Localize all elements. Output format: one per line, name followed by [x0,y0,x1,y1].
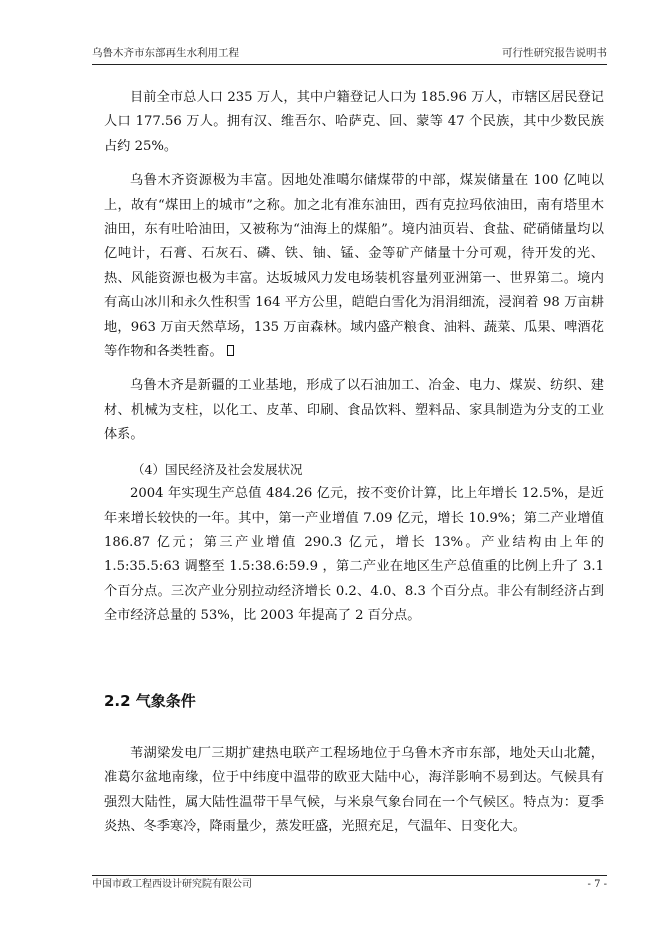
economy-subheading: （4）国民经济及社会发展状况 [132,461,303,477]
page-footer [92,877,607,893]
population-paragraph: 目前全市总人口 235 万人，其中户籍登记人口为 185.96 万人，市辖区居民登记人口 177.56 万人。拥有汉、维吾尔、哈萨克、回、蒙等 47 个民族，其中少数民族占约 25%。 [104,90,604,154]
box-glyph-icon [227,345,234,356]
section-heading: 2.2 气象条件 [104,692,196,710]
industry-paragraph: 乌鲁木齐是新疆的工业基地，形成了以石油加工、冶金、电力、煤炭、纺织、建材、机械为支柱，以化工、皮革、印刷、食品饮料、塑料品、家具制造为分支的工业体系。 [104,378,604,443]
main-text [104,86,604,629]
page-number: - 7 - [587,879,607,890]
climate-paragraph: 苇湖梁发电厂三期扩建热电联产工程场地位于乌鲁木齐市东部，地处天山北麓，准葛尔盆地南缘，位于中纬度中温带的欧亚大陆中心，海洋影响不易到达。气候具有强烈大陆性，属大陆性温带干旱气候，与米泉气象台同在一个气候区。特点为：夏季炎热、冬季寒冷，降雨量少，蒸发旺盛，光照充足，气温年、日变化大。 [104,746,604,835]
header-document-type: 可行性研究报告说明书 [502,47,607,59]
resources-paragraph [104,169,604,364]
header-rule [92,64,607,65]
resources-paragraph-text: 乌鲁木齐资源极为丰富。因地处准噶尔储煤带的中部，煤炭储量在 100 亿吨以上，故有“煤田上的城市”之称。加之北有准东油田，西有克拉玛依油田，南有塔里木油田，东有吐哈油田，又被称为“油海上的煤船”。境内油页岩、食盐、硭硝储量均以亿吨计，石膏、石灰石、磷、铁、铀、锰、金等矿产储量十分可观，待开发的光、热、风能资源也极为丰富。达坂城风力发电场装机容量列亚洲第一、世界第二。境内有高山冰川和永久性积雪 164 平方公里，皑皑白雪化为涓涓细流，浸润着 98 万亩耕地，963 万亩天然草场，135 万亩森林。域内盛产粮食、油料、蔬菜、瓜果、啤酒花等作物和各类牲畜。 [104,173,604,360]
page-header [92,44,607,62]
economy-paragraph: 2004 年实现生产总值 484.26 亿元，按不变价计算，比上年增长 12.5%，是近年来增长较快的一年。其中，第一产业增值 7.09 亿元，增长 10.9%；第二产业增值 186.87 亿元；第三产业增值 290.3 亿元，增长 13%。产业结构由上年的 1.5:35.5:63 调整至 1.5:38.6:59.9 ，第二产业在地区生产总值重的比例上升了 3.1 个百分点。三次产业分别拉动经济增长 0.2、4.0、8.3 个百分点。非公有制经济占到全市经济总量的 53%，比 2003 年提高了 2 百分点。 [104,486,604,624]
header-project-title: 乌鲁木齐市东部再生水利用工程 [92,47,239,59]
footer-rule [92,875,607,876]
climate-text [104,742,604,840]
footer-company: 中国市政工程西设计研究院有限公司 [92,879,252,890]
